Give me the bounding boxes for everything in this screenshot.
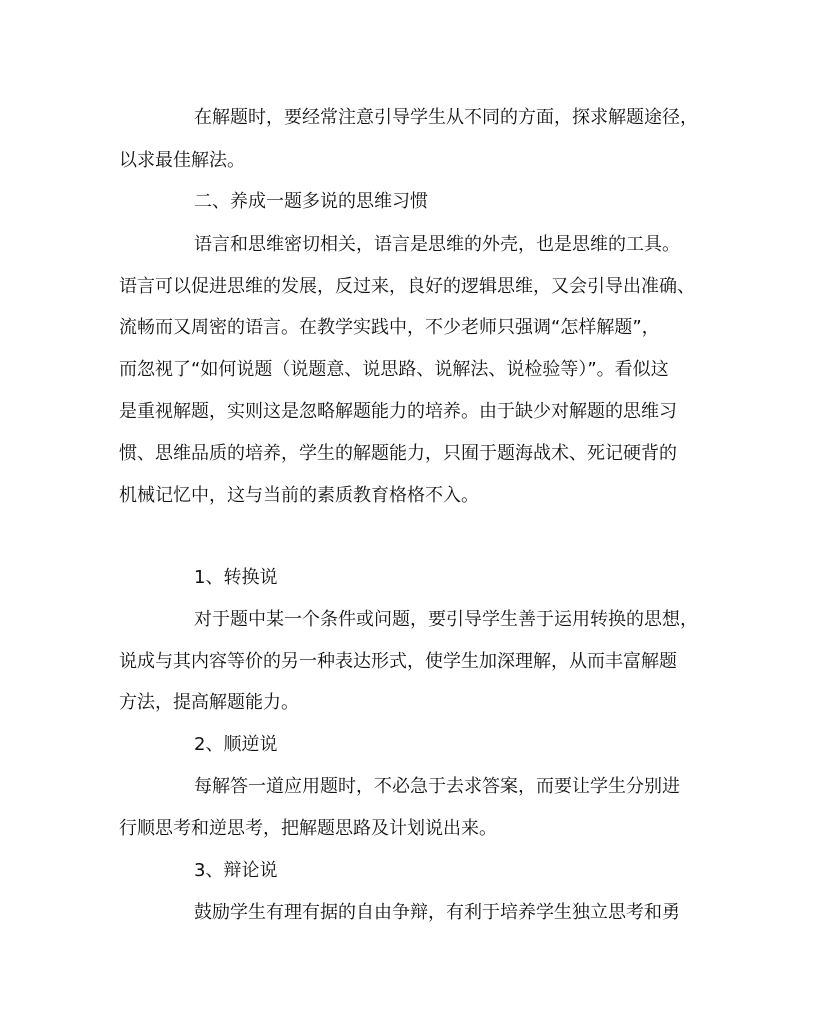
line-text: 语言可以促进思维的发展，反过来，良好的逻辑思维，又会引导出准确、: [119, 276, 695, 297]
subsection-heading: [0, 732, 816, 758]
subsection-heading: [0, 565, 816, 591]
paragraph-line: [0, 483, 816, 509]
paragraph-line: [0, 357, 816, 383]
line-text: 惯、思维品质的培养，学生的解题能力，只囿于题海战术、死记硬背的: [119, 443, 677, 464]
paragraph-line: [0, 148, 816, 174]
line-text: 说成与其内容等价的另一种表达形式，使学生加深理解，从而丰富解题: [119, 651, 677, 672]
paragraph-line: [0, 690, 816, 716]
paragraph-line: [0, 315, 816, 341]
heading-text: 二、养成一题多说的思维习惯: [194, 191, 428, 212]
paragraph-line: [0, 441, 816, 467]
paragraph-line: [0, 105, 816, 131]
section-heading: [0, 189, 816, 215]
heading-text: 1、转换说: [194, 567, 278, 588]
line-text: 每解答一道应用题时，不必急于去求答案，而要让学生分别进: [194, 776, 680, 797]
subsection-heading: [0, 858, 816, 884]
heading-text: 3、辩论说: [194, 860, 278, 881]
line-text: 对于题中某一个条件或问题，要引导学生善于运用转换的思想，: [194, 609, 698, 630]
paragraph-line: [0, 274, 816, 300]
line-text: 以求最佳解法。: [119, 150, 245, 171]
line-text: 在解题时，要经常注意引导学生从不同的方面，探求解题途径，: [194, 107, 698, 128]
heading-text: 2、顺逆说: [194, 734, 278, 755]
line-text: 流畅而又周密的语言。在教学实践中，不少老师只强调“怎样解题”，: [119, 317, 660, 338]
paragraph-line: [0, 774, 816, 800]
paragraph-line: [0, 232, 816, 258]
paragraph-line: [0, 816, 816, 842]
line-text: 方法，提高解题能力。: [119, 692, 299, 713]
paragraph-line: [0, 900, 816, 926]
line-text: 是重视解题，实则这是忽略解题能力的培养。由于缺少对解题的思维习: [119, 401, 677, 422]
paragraph-line: [0, 399, 816, 425]
line-text: 语言和思维密切相关，语言是思维的外壳，也是思维的工具。: [194, 234, 680, 255]
paragraph-line: [0, 649, 816, 675]
paragraph-line: [0, 607, 816, 633]
line-text: 而忽视了“如何说题（说题意、说思路、说解法、说检验等）”。看似这: [119, 359, 669, 380]
line-text: 鼓励学生有理有据的自由争辩，有利于培养学生独立思考和勇: [194, 902, 680, 923]
line-text: 行顺思考和逆思考，把解题思路及计划说出来。: [119, 818, 497, 839]
line-text: 机械记忆中，这与当前的素质教育格格不入。: [119, 485, 479, 506]
